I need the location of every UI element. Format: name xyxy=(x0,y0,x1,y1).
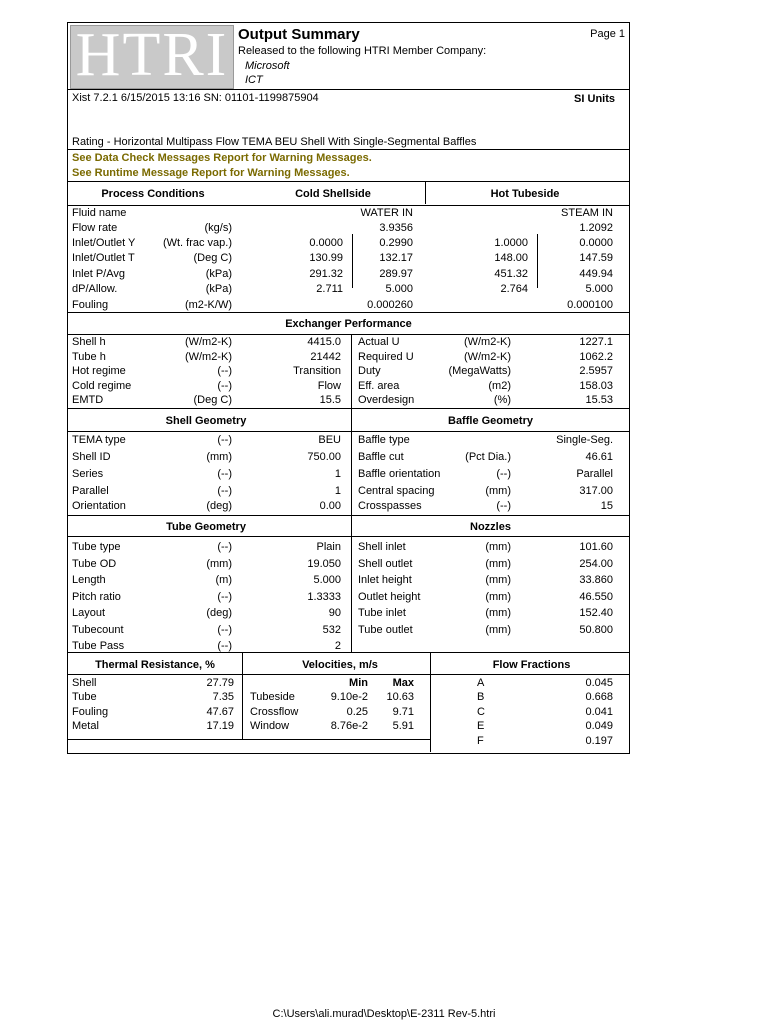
exchanger-left-label: Hot regime xyxy=(72,365,126,377)
process-row-label: Fluid name xyxy=(72,207,127,219)
nozzle-unit: (mm) xyxy=(485,591,511,603)
exchanger-right-value: 1062.2 xyxy=(579,351,613,363)
nozzle-unit: (mm) xyxy=(485,607,511,619)
exchanger-right-label: Eff. area xyxy=(358,380,400,392)
exchanger-right-value: 2.5957 xyxy=(579,365,613,377)
exchanger-left-label: EMTD xyxy=(72,394,104,406)
baffle-geometry-unit: (mm) xyxy=(485,485,511,497)
process-row-label: Inlet/Outlet T xyxy=(72,252,135,264)
hot-outlet-value: 1.2092 xyxy=(579,222,613,234)
page-number: Page 1 xyxy=(590,28,625,40)
velocity-min-value: 0.25 xyxy=(346,706,368,718)
process-row-label: dP/Allow. xyxy=(72,283,118,295)
cold-outlet-value: 3.9356 xyxy=(379,222,413,234)
cold-shellside-heading: Cold Shellside xyxy=(295,188,371,200)
cold-outlet-value: 0.000260 xyxy=(367,299,413,311)
exchanger-left-value: Flow xyxy=(317,380,341,392)
process-row-unit: (kg/s) xyxy=(204,222,232,234)
exchanger-left-value: 4415.0 xyxy=(307,336,341,348)
process-row-label: Fouling xyxy=(72,299,109,311)
file-path-footer: C:\Users\ali.murad\Desktop\E-2311 Rev-5.htri xyxy=(272,1008,496,1020)
tube-geometry-unit: (m) xyxy=(215,574,232,586)
nozzle-unit: (mm) xyxy=(485,558,511,570)
output-summary-sheet xyxy=(67,22,630,754)
exchanger-left-unit: (W/m2-K) xyxy=(184,336,232,348)
nozzle-value: 46.550 xyxy=(579,591,613,603)
tube-geometry-unit: (--) xyxy=(217,541,232,553)
shell-geometry-unit: (--) xyxy=(217,485,232,497)
exchanger-right-value: 15.53 xyxy=(585,394,613,406)
released-to: Released to the following HTRI Member Company: xyxy=(238,45,487,57)
flow-fraction-label: B xyxy=(477,691,485,703)
flow-fraction-value: 0.668 xyxy=(585,691,613,703)
nozzle-label: Tube inlet xyxy=(358,607,406,619)
thermal-resistance-label: Shell xyxy=(72,677,97,689)
nozzle-label: Shell inlet xyxy=(358,541,406,553)
flow-fraction-label: E xyxy=(477,720,485,732)
exchanger-left-unit: (Deg C) xyxy=(193,394,232,406)
baffle-geometry-label: Crosspasses xyxy=(358,500,422,512)
exchanger-right-label: Required U xyxy=(358,351,414,363)
nozzle-label: Inlet height xyxy=(358,574,412,586)
tube-geometry-value: 5.000 xyxy=(313,574,341,586)
velocity-max-heading: Max xyxy=(392,677,414,689)
process-row-unit: (Deg C) xyxy=(193,252,232,264)
shell-geometry-unit: (--) xyxy=(217,434,232,446)
tube-geometry-value: 532 xyxy=(322,624,341,636)
units-label: SI Units xyxy=(574,93,615,105)
page-title: Output Summary xyxy=(238,26,360,43)
rating-description: Rating - Horizontal Multipass Flow TEMA BEU Shell With Single-Segmental Baffles xyxy=(72,136,477,148)
thermal-resistance-label: Fouling xyxy=(72,706,109,718)
nozzle-unit: (mm) xyxy=(485,624,511,636)
nozzles-heading: Nozzles xyxy=(470,521,511,533)
nozzle-label: Shell outlet xyxy=(358,558,413,570)
nozzle-label: Tube outlet xyxy=(358,624,413,636)
thermal-resistance-label: Metal xyxy=(72,720,99,732)
nozzle-value: 152.40 xyxy=(579,607,613,619)
tube-geometry-label: Tube Pass xyxy=(72,640,125,652)
process-row-label: Inlet/Outlet Y xyxy=(72,237,136,249)
cold-outlet-value: 289.97 xyxy=(379,268,413,280)
hot-tubeside-heading: Hot Tubeside xyxy=(490,188,560,200)
tube-geometry-heading: Tube Geometry xyxy=(166,521,246,533)
nozzle-value: 50.800 xyxy=(579,624,613,636)
process-row-label: Flow rate xyxy=(72,222,118,234)
flow-fraction-value: 0.049 xyxy=(585,720,613,732)
hot-inlet-value: 1.0000 xyxy=(494,237,528,249)
exchanger-left-unit: (--) xyxy=(217,380,232,392)
process-row-unit: (kPa) xyxy=(205,268,232,280)
cold-inlet-value: 130.99 xyxy=(309,252,343,264)
hot-outlet-value: 147.59 xyxy=(579,252,613,264)
cold-outlet-value: 0.2990 xyxy=(379,237,413,249)
hot-outlet-value: 0.0000 xyxy=(579,237,613,249)
shell-geometry-value: 1 xyxy=(334,468,341,480)
baffle-geometry-label: Baffle cut xyxy=(358,451,404,463)
hot-inlet-value: 2.764 xyxy=(500,283,528,295)
hot-outlet-value: 449.94 xyxy=(579,268,613,280)
tube-geometry-label: Layout xyxy=(72,607,106,619)
shell-geometry-unit: (mm) xyxy=(206,451,232,463)
hot-outlet-value: 0.000100 xyxy=(567,299,613,311)
process-row-unit: (kPa) xyxy=(205,283,232,295)
thermal-resistance-value: 17.19 xyxy=(206,720,234,732)
thermal-resistance-value: 27.79 xyxy=(206,677,234,689)
thermal-resistance-label: Tube xyxy=(72,691,97,703)
shell-geometry-value: 0.00 xyxy=(319,500,341,512)
thermal-resistance-heading: Thermal Resistance, % xyxy=(95,659,215,671)
tube-geometry-unit: (--) xyxy=(217,624,232,636)
nozzle-unit: (mm) xyxy=(485,541,511,553)
shell-geometry-heading: Shell Geometry xyxy=(165,415,247,427)
velocity-max-value: 5.91 xyxy=(392,720,414,732)
cold-outlet-value: 132.17 xyxy=(379,252,413,264)
exchanger-right-unit: (MegaWatts) xyxy=(448,365,511,377)
exchanger-right-value: 1227.1 xyxy=(579,336,613,348)
exchanger-left-unit: (W/m2-K) xyxy=(184,351,232,363)
hot-inlet-value: 148.00 xyxy=(494,252,528,264)
baffle-geometry-value: 46.61 xyxy=(585,451,613,463)
nozzle-value: 101.60 xyxy=(579,541,613,553)
tube-geometry-label: Tubecount xyxy=(72,624,124,636)
flow-fractions-heading: Flow Fractions xyxy=(492,659,571,671)
exchanger-left-value: Transition xyxy=(293,365,341,377)
flow-fraction-value: 0.045 xyxy=(585,677,613,689)
cold-outlet-value: WATER IN xyxy=(360,207,413,219)
velocity-min-value: 9.10e-2 xyxy=(330,691,368,703)
cold-inlet-value: 2.711 xyxy=(316,283,343,295)
version-line: Xist 7.2.1 6/15/2015 13:16 SN: 01101-1199875904 xyxy=(72,92,319,104)
thermal-resistance-value: 47.67 xyxy=(206,706,234,718)
exchanger-left-label: Cold regime xyxy=(72,380,132,392)
nozzle-label: Outlet height xyxy=(358,591,421,603)
hot-outlet-value: 5.000 xyxy=(585,283,613,295)
velocity-max-value: 10.63 xyxy=(386,691,414,703)
baffle-geometry-value: 317.00 xyxy=(579,485,613,497)
shell-geometry-label: Series xyxy=(72,468,104,480)
exchanger-right-unit: (m2) xyxy=(488,380,511,392)
velocity-max-value: 9.71 xyxy=(392,706,414,718)
nozzle-value: 33.860 xyxy=(579,574,613,586)
shell-geometry-label: TEMA type xyxy=(72,434,126,446)
baffle-geometry-label: Baffle type xyxy=(358,434,410,446)
tube-geometry-label: Length xyxy=(72,574,106,586)
shell-geometry-label: Parallel xyxy=(72,485,109,497)
shell-geometry-unit: (--) xyxy=(217,468,232,480)
member-company: Microsoft xyxy=(245,60,290,72)
tube-geometry-value: 90 xyxy=(328,607,341,619)
exchanger-right-value: 158.03 xyxy=(579,380,613,392)
baffle-geometry-value: Single-Seg. xyxy=(556,434,613,446)
baffle-geometry-unit: (--) xyxy=(496,468,511,480)
exchanger-left-unit: (--) xyxy=(217,365,232,377)
baffle-geometry-value: 15 xyxy=(600,500,613,512)
flow-fraction-value: 0.197 xyxy=(585,735,613,747)
tube-geometry-value: Plain xyxy=(316,541,341,553)
tube-geometry-unit: (mm) xyxy=(206,558,232,570)
member-unit: ICT xyxy=(245,74,263,86)
tube-geometry-unit: (--) xyxy=(217,640,232,652)
htri-logo-text: HTRI xyxy=(75,25,229,89)
process-row-label: Inlet P/Avg xyxy=(72,268,125,280)
exchanger-left-label: Shell h xyxy=(72,336,106,348)
exchanger-right-unit: (W/m2-K) xyxy=(463,336,511,348)
cold-outlet-value: 5.000 xyxy=(385,283,413,295)
baffle-geometry-unit: (Pct Dia.) xyxy=(465,451,511,463)
process-conditions-heading: Process Conditions xyxy=(101,188,205,200)
velocity-min-value: 8.76e-2 xyxy=(330,720,368,732)
process-row-unit: (m2-K/W) xyxy=(184,299,232,311)
tube-geometry-value: 19.050 xyxy=(307,558,341,570)
baffle-geometry-unit: (--) xyxy=(496,500,511,512)
thermal-resistance-value: 7.35 xyxy=(212,691,234,703)
shell-geometry-value: BEU xyxy=(318,434,341,446)
htri-logo xyxy=(70,25,234,89)
baffle-geometry-label: Baffle orientation xyxy=(358,468,441,480)
exchanger-left-label: Tube h xyxy=(72,351,106,363)
exchanger-right-label: Overdesign xyxy=(358,394,415,406)
cold-inlet-value: 0.0000 xyxy=(309,237,343,249)
nozzle-unit: (mm) xyxy=(485,574,511,586)
velocity-label: Crossflow xyxy=(250,706,299,718)
shell-geometry-label: Orientation xyxy=(72,500,126,512)
flow-fraction-label: C xyxy=(477,706,485,718)
flow-fraction-value: 0.041 xyxy=(585,706,613,718)
baffle-geometry-value: Parallel xyxy=(576,468,613,480)
nozzle-value: 254.00 xyxy=(579,558,613,570)
tube-geometry-label: Tube type xyxy=(72,541,121,553)
tube-geometry-value: 2 xyxy=(334,640,341,652)
shell-geometry-unit: (deg) xyxy=(206,500,232,512)
exchanger-right-label: Duty xyxy=(358,365,381,377)
exchanger-right-label: Actual U xyxy=(358,336,400,348)
exchanger-right-unit: (%) xyxy=(493,394,511,406)
shell-geometry-value: 1 xyxy=(334,485,341,497)
tube-geometry-value: 1.3333 xyxy=(307,591,341,603)
shell-geometry-value: 750.00 xyxy=(307,451,341,463)
velocity-label: Window xyxy=(250,720,290,732)
hot-inlet-value: 451.32 xyxy=(494,268,528,280)
baffle-geometry-heading: Baffle Geometry xyxy=(448,415,533,427)
cold-inlet-value: 291.32 xyxy=(309,268,343,280)
warning-runtime: See Runtime Message Report for Warning Messages. xyxy=(72,167,350,179)
flow-fraction-label: A xyxy=(477,677,485,689)
exchanger-left-value: 21442 xyxy=(310,351,341,363)
hot-outlet-value: STEAM IN xyxy=(561,207,613,219)
process-row-unit: (Wt. frac vap.) xyxy=(162,237,232,249)
exchanger-right-unit: (W/m2-K) xyxy=(463,351,511,363)
exchanger-left-value: 15.5 xyxy=(319,394,341,406)
tube-geometry-label: Tube OD xyxy=(72,558,117,570)
flow-fraction-label: F xyxy=(477,735,484,747)
tube-geometry-unit: (--) xyxy=(217,591,232,603)
velocities-heading: Velocities, m/s xyxy=(302,659,378,671)
shell-geometry-label: Shell ID xyxy=(72,451,111,463)
velocity-min-heading: Min xyxy=(349,677,368,689)
baffle-geometry-label: Central spacing xyxy=(358,485,435,497)
warning-data-check: See Data Check Messages Report for Warning Messages. xyxy=(72,152,372,164)
tube-geometry-unit: (deg) xyxy=(206,607,232,619)
exchanger-performance-heading: Exchanger Performance xyxy=(285,318,412,330)
velocity-label: Tubeside xyxy=(250,691,295,703)
tube-geometry-label: Pitch ratio xyxy=(72,591,121,603)
